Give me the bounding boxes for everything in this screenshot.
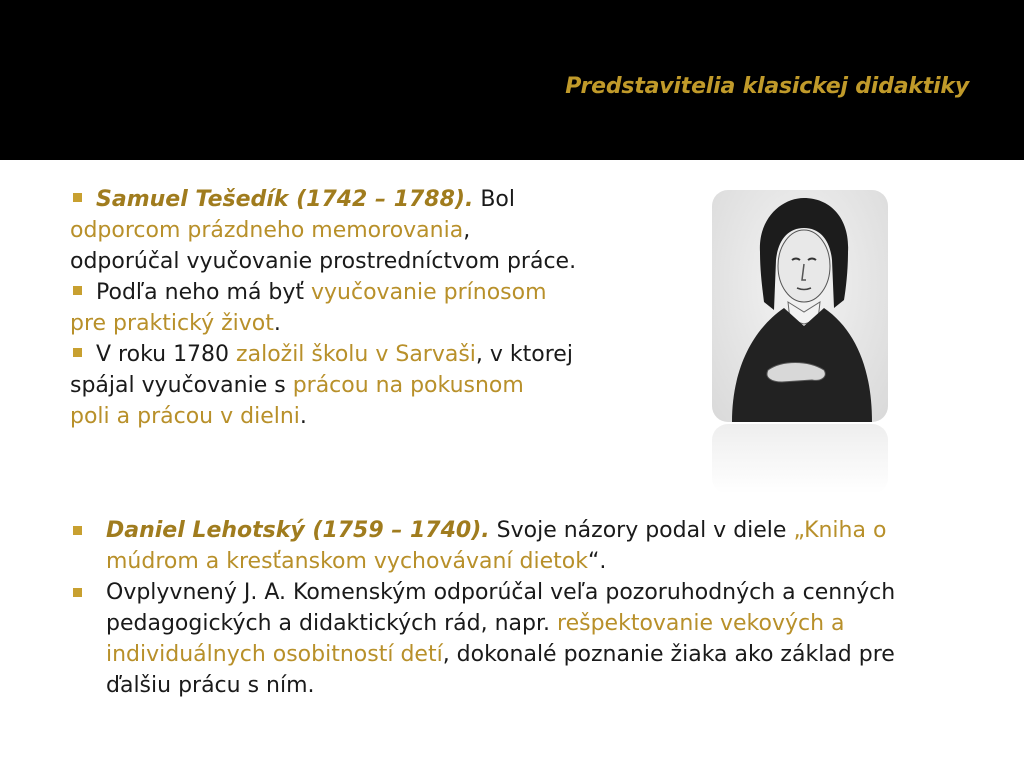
text-line — [70, 184, 670, 215]
list-item — [70, 577, 950, 701]
person-name: Samuel Tešedík (1742 – 1788). — [96, 187, 474, 212]
text-line — [70, 246, 670, 277]
text-block-lehotsky — [70, 515, 950, 701]
portrait-illustration — [712, 190, 888, 422]
text-line — [70, 215, 670, 246]
text-line — [70, 277, 670, 308]
text-segment: spájal vyučovanie s — [70, 373, 293, 398]
text-segment: , — [463, 218, 471, 243]
highlight-text: odporcom prázdneho memorovania — [70, 218, 464, 243]
highlight-text: založil školu v Sarvaši — [236, 342, 476, 367]
text-segment: Podľa neho má byť — [96, 280, 312, 305]
text-segment: V roku 1780 — [96, 342, 237, 367]
slide-title: Predstavitelia klasickej didaktiky — [565, 74, 969, 99]
highlight-text: rešpektovanie vekových a individuálnych osobitností detí — [106, 611, 845, 667]
text-segment: Bol — [473, 187, 516, 212]
text-block-tesedik — [70, 184, 670, 432]
text-segment: , v ktorej — [475, 342, 573, 367]
bullet-icon — [73, 588, 82, 597]
highlight-text: prácou na pokusnom — [292, 373, 524, 398]
text-line — [70, 370, 670, 401]
highlight-text: pre praktický život — [70, 311, 274, 336]
text-line — [70, 308, 670, 339]
text-segment: Ovplyvnený J. A. Komenským odporúčal veľa pozoruhodných a cenných pedagogických a didaktických rád, napr. — [106, 580, 896, 636]
list-item — [70, 515, 950, 577]
highlight-text: vyučovanie prínosom — [311, 280, 547, 305]
text-segment: odporúčal vyučovanie prostredníctvom práce. — [70, 249, 577, 274]
bullet-icon — [73, 348, 82, 357]
highlight-text: poli a prácou v dielni — [70, 404, 300, 429]
text-segment: Svoje názory podal v diele — [489, 518, 794, 543]
portrait-reflection — [712, 424, 888, 494]
highlight-text: „Kniha o múdrom a kresťanskom vychovávaní dietok — [106, 518, 887, 574]
text-segment: . — [273, 311, 281, 336]
bullet-icon — [73, 526, 82, 535]
person-name: Daniel Lehotský (1759 – 1740). — [106, 518, 490, 543]
text-segment: , dokonalé poznanie žiaka ako základ pre ďalšiu prácu s ním. — [106, 642, 895, 698]
text-line — [70, 401, 670, 432]
text-segment: . — [299, 404, 307, 429]
bullet-icon — [73, 286, 82, 295]
text-segment: “. — [587, 549, 607, 574]
portrait-image — [712, 190, 888, 422]
bullet-icon — [73, 193, 82, 202]
text-line — [70, 339, 670, 370]
